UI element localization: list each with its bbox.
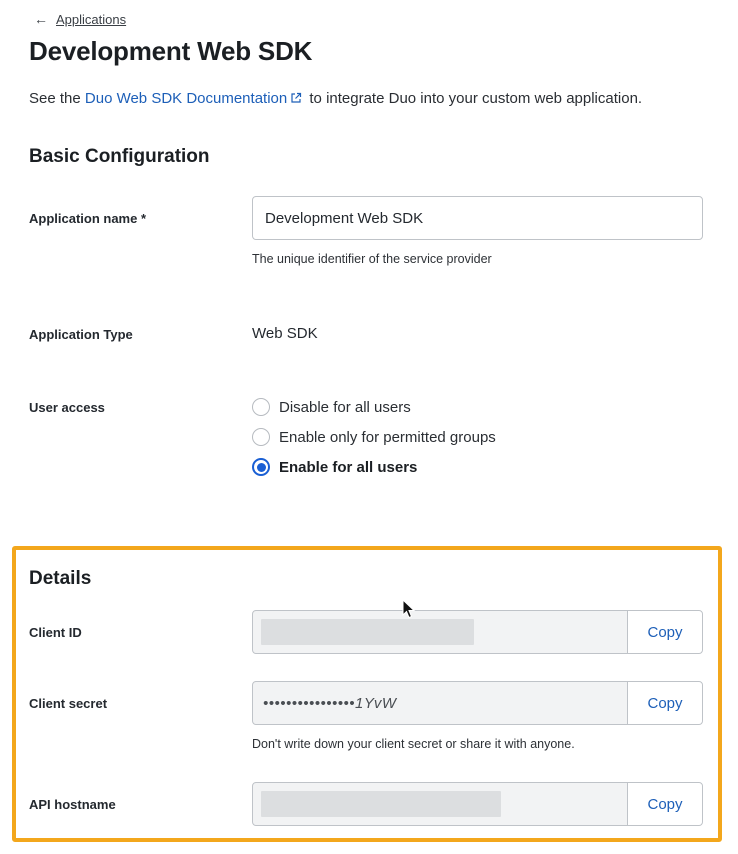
external-link-icon [290,92,302,104]
client-id-value[interactable] [253,611,627,653]
radio-label: Enable for all users [279,458,418,476]
mouse-pointer-icon [402,599,416,619]
application-name-help: The unique identifier of the service provider [252,252,492,266]
client-id-label: Client ID [29,625,82,640]
back-link-label: Applications [56,11,127,27]
intro-prefix: See the [29,90,85,107]
application-type-label: Application Type [29,327,133,342]
details-title: Details [29,568,92,589]
copy-client-id-button[interactable]: Copy [627,611,702,653]
intro-suffix: to integrate Duo into your custom web application. [305,90,643,107]
user-access-option-disable[interactable] [252,398,411,416]
user-access-label: User access [29,400,105,415]
client-id-field [252,610,703,654]
copy-client-secret-button[interactable]: Copy [627,682,702,724]
radio-label: Enable only for permitted groups [279,428,496,446]
api-hostname-field [252,782,703,826]
radio-label: Disable for all users [279,398,411,416]
intro-text [29,90,642,107]
page-title: Development Web SDK [29,36,313,66]
api-hostname-value[interactable] [253,783,627,825]
client-secret-field [252,681,703,725]
radio-button[interactable] [252,428,270,446]
application-name-input[interactable]: Development Web SDK [252,196,703,240]
radio-button[interactable] [252,398,270,416]
redacted-block [261,619,474,645]
client-secret-help: Don't write down your client secret or share it with anyone. [252,737,575,751]
api-hostname-label: API hostname [29,797,116,812]
copy-api-hostname-button[interactable]: Copy [627,783,702,825]
client-secret-label: Client secret [29,696,108,711]
application-name-label: Application name * [29,211,147,226]
arrow-left-icon: ← [34,11,48,27]
application-type-value: Web SDK [252,325,318,342]
radio-button-selected[interactable] [252,458,270,476]
back-to-applications-link[interactable] [34,11,126,27]
documentation-link[interactable]: Duo Web SDK Documentation [84,90,288,107]
client-secret-value[interactable]: ••••••••••••••••1YvW [263,694,397,712]
user-access-option-all-users[interactable] [252,458,417,476]
user-access-option-permitted-groups[interactable] [252,428,496,446]
redacted-block [261,791,501,817]
basic-configuration-title: Basic Configuration [29,146,210,167]
